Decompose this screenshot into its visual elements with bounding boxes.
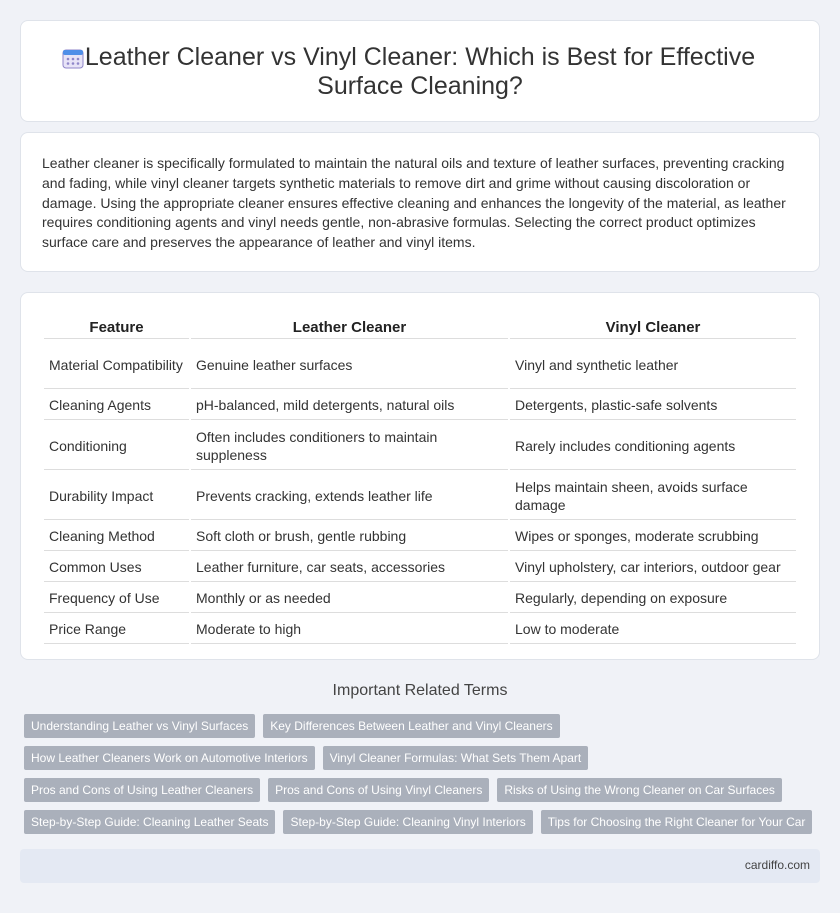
feature-cell: Durability Impact <box>44 472 189 520</box>
header-vinyl-cleaner: Vinyl Cleaner <box>510 316 796 339</box>
leather-cell: pH-balanced, mild detergents, natural oils <box>191 391 508 420</box>
related-term-tag[interactable]: Step-by-Step Guide: Cleaning Leather Seats <box>24 810 275 834</box>
comparison-table <box>42 314 798 646</box>
related-term-tag[interactable]: Understanding Leather vs Vinyl Surfaces <box>24 714 255 738</box>
page-title: Leather Cleaner vs Vinyl Cleaner: Which is Best for Effective Surface Cleaning? <box>84 43 756 100</box>
feature-cell: Price Range <box>44 615 189 644</box>
related-term-tag[interactable]: Step-by-Step Guide: Cleaning Vinyl Interiors <box>283 810 532 834</box>
feature-cell: Cleaning Method <box>44 522 189 551</box>
feature-cell: Material Compatibility <box>44 341 189 389</box>
related-term-tag[interactable]: How Leather Cleaners Work on Automotive Interiors <box>24 746 315 770</box>
tag-row <box>24 746 820 770</box>
table-row <box>44 391 796 420</box>
leather-cell: Monthly or as needed <box>191 584 508 613</box>
vinyl-cell: Wipes or sponges, moderate scrubbing <box>510 522 796 551</box>
tag-row <box>24 810 820 834</box>
related-term-tag[interactable]: Key Differences Between Leather and Vinyl Cleaners <box>263 714 559 738</box>
table-row <box>44 553 796 582</box>
related-term-tag[interactable]: Pros and Cons of Using Leather Cleaners <box>24 778 260 802</box>
leather-cell: Prevents cracking, extends leather life <box>191 472 508 520</box>
vinyl-cell: Vinyl upholstery, car interiors, outdoor gear <box>510 553 796 582</box>
vinyl-cell: Vinyl and synthetic leather <box>510 341 796 389</box>
related-term-tag[interactable]: Pros and Cons of Using Vinyl Cleaners <box>268 778 489 802</box>
leather-cell: Genuine leather surfaces <box>191 341 508 389</box>
vinyl-cell: Low to moderate <box>510 615 796 644</box>
leather-cell: Soft cloth or brush, gentle rubbing <box>191 522 508 551</box>
tag-row <box>24 778 820 802</box>
intro-card <box>20 132 820 272</box>
intro-paragraph: Leather cleaner is specifically formulated to maintain the natural oils and texture of leather surfaces, preventing cracking and fading, while vinyl cleaner targets synthetic materials to remove dirt and grime without causing discoloration or damage. Using the appropriate cleaner ensures effective cleaning and enhances the longevity of the material, as leather requires conditioning agents and vinyl needs gentle, non-abrasive formulas. Selecting the correct product optimizes surface care and preserves the appearance of leather and vinyl items. <box>42 155 786 251</box>
feature-cell: Cleaning Agents <box>44 391 189 420</box>
tag-row <box>24 714 820 738</box>
leather-cell: Leather furniture, car seats, accessories <box>191 553 508 582</box>
related-terms-title: Important Related Terms <box>332 682 508 699</box>
feature-cell: Conditioning <box>44 422 189 470</box>
related-terms-list <box>24 714 820 842</box>
table-header-row <box>44 316 796 339</box>
feature-cell: Frequency of Use <box>44 584 189 613</box>
leather-cell: Moderate to high <box>191 615 508 644</box>
vinyl-cell: Helps maintain sheen, avoids surface damage <box>510 472 796 520</box>
table-row <box>44 615 796 644</box>
feature-cell: Common Uses <box>44 553 189 582</box>
related-term-tag[interactable]: Risks of Using the Wrong Cleaner on Car Surfaces <box>497 778 782 802</box>
table-row <box>44 341 796 389</box>
header-leather-cleaner: Leather Cleaner <box>191 316 508 339</box>
vinyl-cell: Regularly, depending on exposure <box>510 584 796 613</box>
footer-site-link[interactable]: cardiffo.com <box>744 858 810 872</box>
header-feature: Feature <box>44 316 189 339</box>
leather-cell: Often includes conditioners to maintain suppleness <box>191 422 508 470</box>
footer <box>20 849 820 883</box>
table-row <box>44 422 796 470</box>
related-term-tag[interactable]: Tips for Choosing the Right Cleaner for Your Car <box>541 810 813 834</box>
vinyl-cell: Detergents, plastic-safe solvents <box>510 391 796 420</box>
related-term-tag[interactable]: Vinyl Cleaner Formulas: What Sets Them Apart <box>323 746 589 770</box>
table-row <box>44 584 796 613</box>
vinyl-cell: Rarely includes conditioning agents <box>510 422 796 470</box>
table-row <box>44 522 796 551</box>
title-card <box>20 20 820 122</box>
comparison-table-card <box>20 292 820 660</box>
table-row <box>44 472 796 520</box>
